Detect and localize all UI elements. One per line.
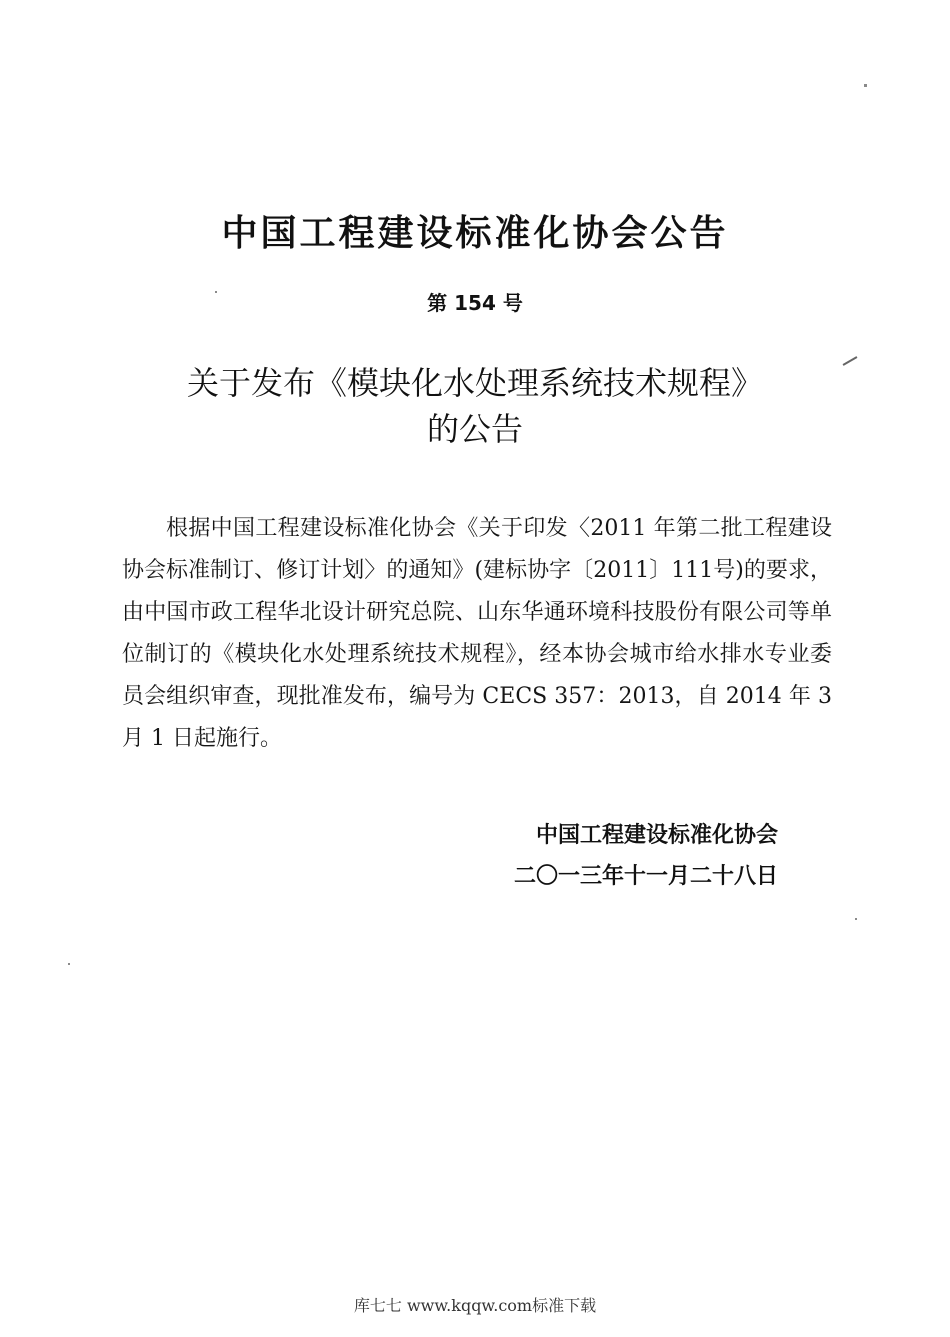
scan-speck: [215, 291, 217, 293]
scan-speck: [855, 918, 857, 920]
org-title: 中国工程建设标准化协会公告: [221, 213, 729, 254]
announcement-subject: [0, 360, 950, 452]
footer-watermark: 库七七 www.kqqw.com标准下载: [353, 1296, 597, 1315]
signature-organization: 中国工程建设标准化协会: [535, 823, 778, 848]
subject-line-2: 的公告: [426, 410, 523, 448]
scan-speck: [68, 963, 70, 965]
signature-date: 二〇一三年十一月二十八日: [513, 864, 778, 889]
signature-block: [0, 815, 778, 897]
subject-line-1: 关于发布《模块化水处理系统技术规程》: [186, 364, 763, 402]
announcement-body: 根据中国工程建设标准化协会《关于印发〈2011 年第二批工程建设协会标准制订、修订计划〉的通知》(建标协字〔2011〕111号)的要求，由中国市政工程华北设计研究总院、山东华通环境科技股份有限公司等单位制订的《模块化水处理系统技术规程》，经本协会城市给水排水专业委员会组织审查，现批准发布，编号为 CECS 357：2013，自 2014 年 3 月 1 日起施行。: [122, 516, 832, 751]
scan-speck: [864, 84, 867, 87]
announcement-number: 第 154 号: [427, 291, 523, 315]
